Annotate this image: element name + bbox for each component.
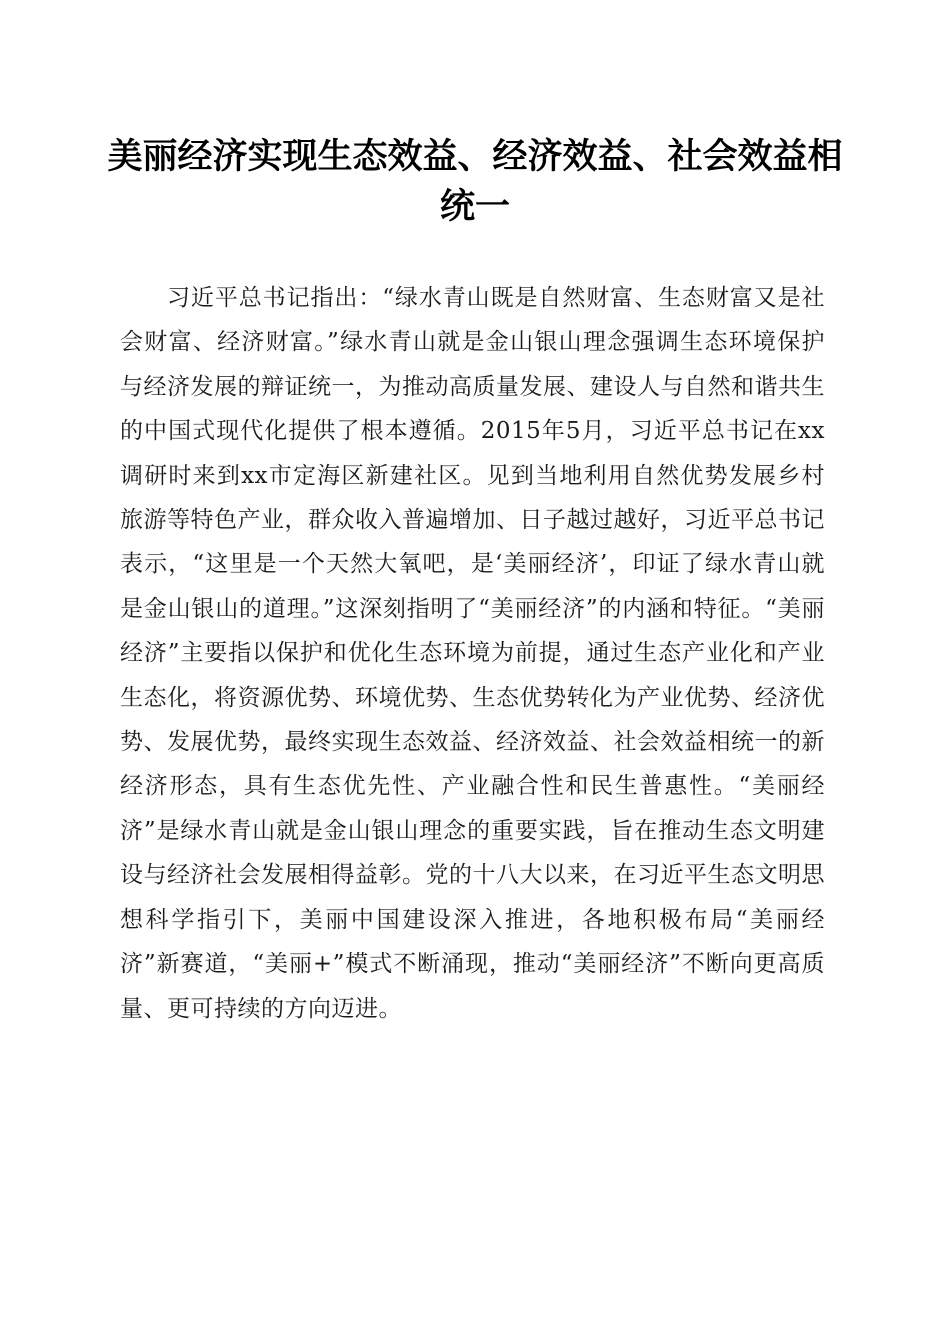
document-title: 美丽经济实现生态效益、经济效益、社会效益相统一: [107, 136, 843, 227]
body-paragraph: 习近平总书记指出：“绿水青山既是自然财富、生态财富又是社会财富、经济财富。”绿水青山就是金山银山理念强调生态环境保护与经济发展的辩证统一，为推动高质量发展、建设人与自然和谐共生的中国式现代化提供了根本遵循。2015年5月，习近平总书记在xx调研时来到xx市定海区新建社区。见到当地利用自然优势发展乡村旅游等特色产业，群众收入普遍增加、日子越过越好，习近平总书记表示，“这里是一个天然大氧吧，是‘美丽经济’，印证了绿水青山就是金山银山的道理。”这深刻指明了“美丽经济”的内涵和特征。“美丽经济”主要指以保护和优化生态环境为前提，通过生态产业化和产业生态化，将资源优势、环境优势、生态优势转化为产业优势、经济优势、发展优势，最终实现生态效益、经济效益、社会效益相统一的新经济形态，具有生态优先性、产业融合性和民生普惠性。“美丽经济”是绿水青山就是金山银山理念的重要实践，旨在推动生态文明建设与经济社会发展相得益彰。党的十八大以来，在习近平生态文明思想科学指引下，美丽中国建设深入推进，各地积极布局“美丽经济”新赛道，“美丽+”模式不断涌现，推动“美丽经济”不断向更高质量、更可持续的方向迈进。: [120, 285, 825, 1022]
